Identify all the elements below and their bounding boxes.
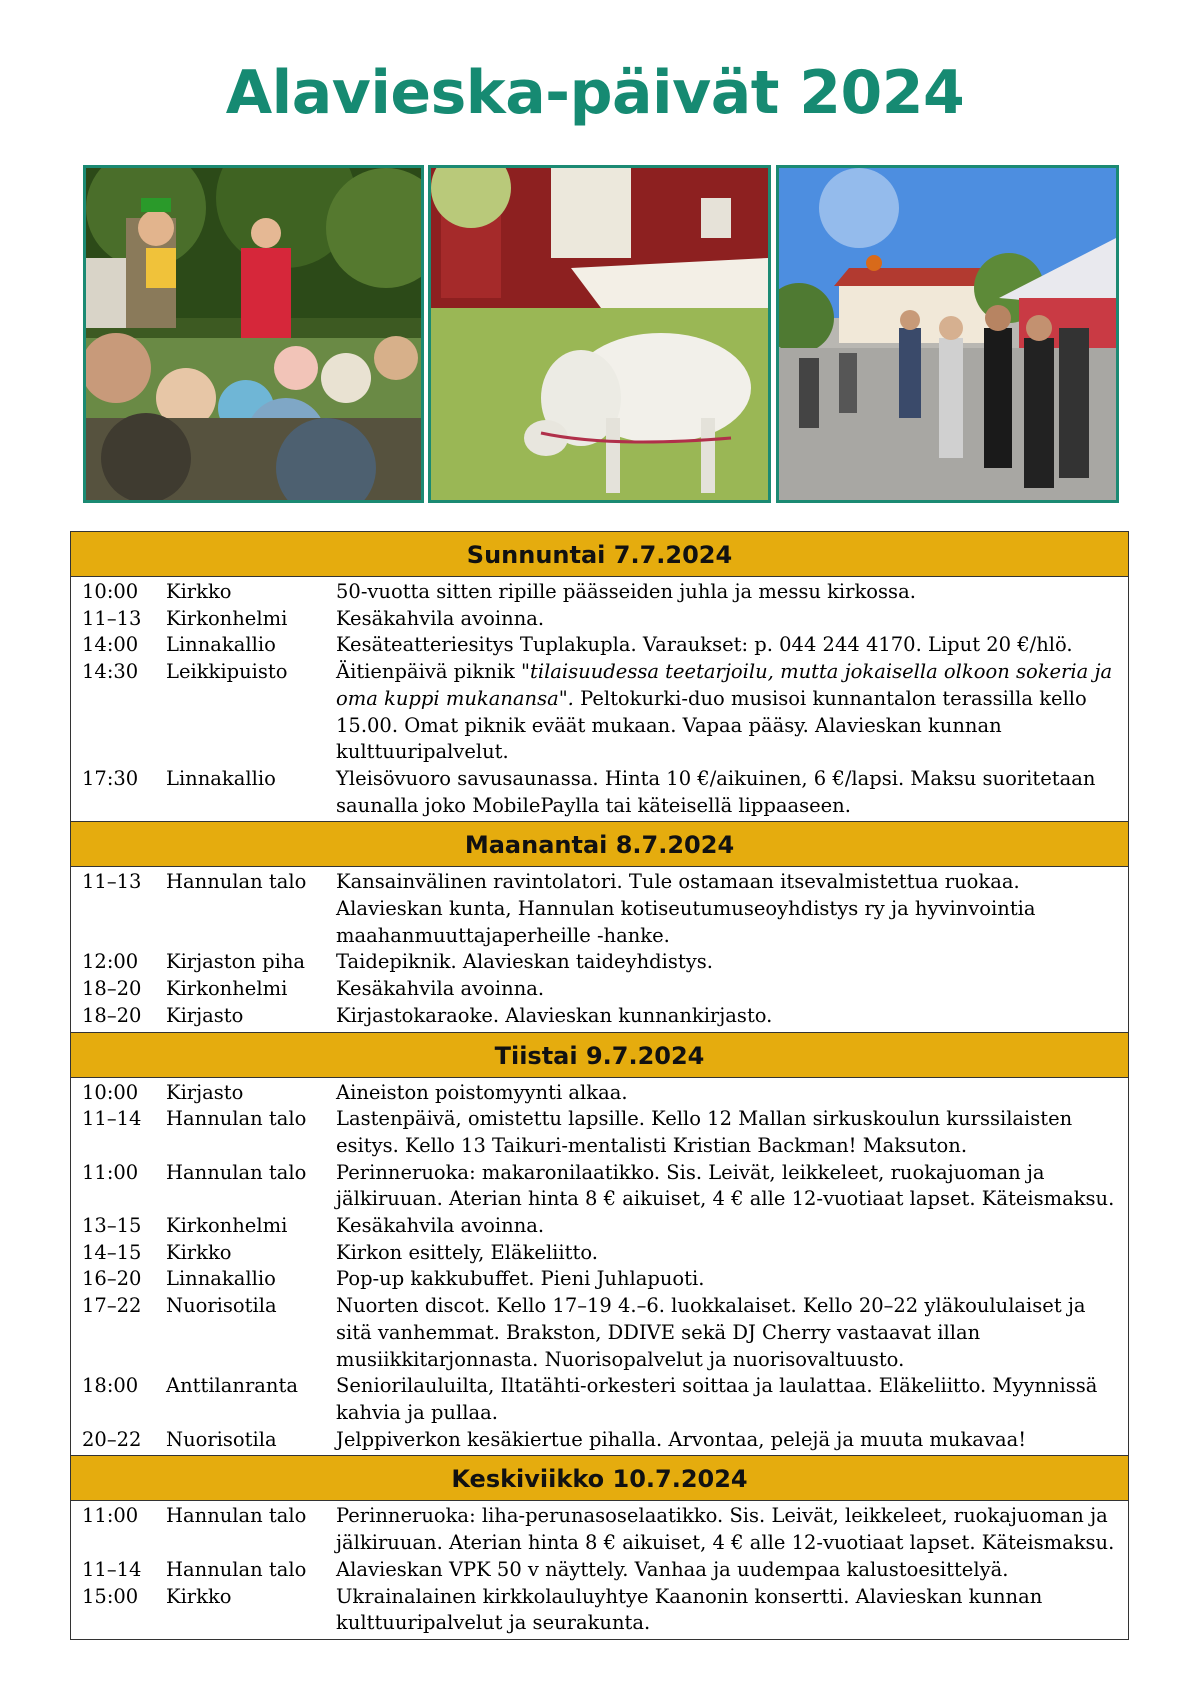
event-description: Yleisövuoro savusaunassa. Hinta 10 €/aikuinen, 6 €/lapsi. Maksu suoritetaan saunalla joko MobilePaylla tai käteisellä lippaaseen. bbox=[336, 766, 1096, 817]
event-row bbox=[71, 659, 1128, 766]
day-events-wednesday bbox=[71, 1501, 1128, 1639]
event-row bbox=[71, 1003, 1128, 1030]
event-time: 16–20 bbox=[82, 1267, 142, 1291]
day-events-monday bbox=[71, 867, 1128, 1031]
event-row bbox=[71, 606, 1128, 633]
event-row bbox=[71, 579, 1128, 606]
event-row bbox=[71, 1584, 1128, 1637]
event-description: Kirkon esittely, Eläkeliitto. bbox=[336, 1240, 598, 1264]
event-place: Kirkko bbox=[166, 1240, 232, 1264]
event-row bbox=[71, 766, 1128, 819]
event-place: Nuorisotila bbox=[166, 1427, 277, 1451]
event-time: 18–20 bbox=[82, 1003, 142, 1027]
day-events-tuesday bbox=[71, 1078, 1128, 1456]
event-description: 50-vuotta sitten ripille päässeiden juhla ja messu kirkossa. bbox=[336, 580, 916, 603]
event-place: Nuorisotila bbox=[166, 1294, 277, 1318]
event-description: Perinneruoka: liha-perunasoselaatikko. Sis. Leivät, leikkeleet, ruokajuoman ja jälkiruuan. Aterian hinta 8 € aikuiset, 4 € alle 12-vuotiaat lapset. Käteismaksu. bbox=[336, 1504, 1115, 1555]
event-time: 14–15 bbox=[82, 1240, 142, 1264]
photo-white-pony-red-house bbox=[428, 165, 771, 503]
event-time: 18–20 bbox=[82, 977, 142, 1001]
event-description: Perinneruoka: makaronilaatikko. Sis. Leivät, leikkeleet, ruokajuoman ja jälkiruuan. Aterian hinta 8 € aikuiset, 4 € alle 12-vuotiaat lapset. Käteismaksu. bbox=[336, 1160, 1115, 1211]
event-time: 11–14 bbox=[82, 1557, 142, 1581]
event-place: Hannulan talo bbox=[166, 1557, 307, 1581]
event-place: Kirjaston piha bbox=[166, 950, 306, 974]
event-time: 15:00 bbox=[82, 1584, 139, 1608]
event-description: Kesäkahvila avoinna. bbox=[336, 1214, 545, 1238]
event-place: Leikkipuisto bbox=[166, 660, 288, 684]
event-row bbox=[71, 1213, 1128, 1240]
event-row bbox=[71, 949, 1128, 976]
event-time: 18:00 bbox=[82, 1374, 139, 1398]
event-description: Aineiston poistomyynti alkaa. bbox=[336, 1080, 628, 1104]
event-time: 11:00 bbox=[82, 1504, 139, 1528]
event-description: Kesäteatteriesitys Tuplakupla. Varaukset: p. 044 244 4170. Liput 20 €/hlö. bbox=[336, 633, 1073, 657]
event-description: Pop-up kakkubuffet. Pieni Juhlapuoti. bbox=[336, 1267, 705, 1291]
event-row bbox=[71, 1293, 1128, 1373]
day-header-tuesday: Tiistai 9.7.2024 bbox=[71, 1032, 1128, 1078]
event-row bbox=[71, 1266, 1128, 1293]
event-description-text: Äitienpäivä piknik bbox=[336, 660, 522, 684]
event-row bbox=[71, 1503, 1128, 1556]
event-description: Lastenpäivä, omistettu lapsille. Kello 12 Mallan sirkuskoulun kurssilaisten esitys. Kello 13 Taikuri-mentalisti Kristian Backman! Maksuton. bbox=[336, 1107, 1073, 1157]
event-row bbox=[71, 1427, 1128, 1454]
event-place: Linnakallio bbox=[166, 633, 276, 657]
event-place: Hannulan talo bbox=[166, 1107, 307, 1131]
day-events-sunday bbox=[71, 577, 1128, 821]
event-description bbox=[336, 659, 1128, 766]
event-place: Hannulan talo bbox=[166, 1504, 307, 1528]
event-time: 11–13 bbox=[82, 606, 142, 630]
event-time: 11–14 bbox=[82, 1107, 142, 1131]
day-header-monday: Maanantai 8.7.2024 bbox=[71, 821, 1128, 867]
event-time: 14:00 bbox=[82, 633, 139, 657]
event-time: 11:00 bbox=[82, 1160, 139, 1184]
event-description: Ukrainalainen kirkkolauluyhtye Kaanonin konsertti. Alavieskan kunnan kulttuuripalvelut ja seurakunta. bbox=[336, 1584, 1043, 1635]
event-description-quote: "tilaisuudessa teetarjoilu, mutta jokaisella olkoon sokeria ja oma kuppi mukanansa". bbox=[336, 660, 1113, 710]
event-time: 10:00 bbox=[82, 1080, 139, 1104]
event-description: Taidepiknik. Alavieskan taideyhdistys. bbox=[336, 950, 713, 974]
event-time: 10:00 bbox=[82, 580, 139, 603]
event-description: Seniorilauluilta, Iltatähti-orkesteri soittaa ja laulattaa. Eläkeliitto. Myynnissä kahvia ja pullaa. bbox=[336, 1374, 1098, 1424]
event-row bbox=[71, 632, 1128, 659]
event-place: Kirkko bbox=[166, 580, 232, 603]
event-description-text: Peltokurki-duo musisoi kunnantalon terassilla kello 15.00. Omat piknik eväät mukaan. Vapaa pääsy. Alavieskan kunnan kulttuuripalvelut. bbox=[336, 686, 1087, 764]
event-place: Kirkonhelmi bbox=[166, 977, 288, 1001]
event-time: 11–13 bbox=[82, 870, 142, 894]
event-description: Kesäkahvila avoinna. bbox=[336, 977, 545, 1001]
event-time: 17–22 bbox=[82, 1294, 142, 1318]
photo-storyteller-children bbox=[83, 165, 424, 503]
event-time: 17:30 bbox=[82, 766, 139, 790]
page-title: Alavieska-päivät 2024 bbox=[225, 58, 965, 128]
event-place: Kirjasto bbox=[166, 1080, 244, 1104]
event-description: Kesäkahvila avoinna. bbox=[336, 606, 545, 630]
event-time: 13–15 bbox=[82, 1214, 142, 1238]
event-row bbox=[71, 1373, 1128, 1426]
event-description: Kansainvälinen ravintolatori. Tule ostamaan itsevalmistettua ruokaa. Alavieskan kunta, Hannulan kotiseutumuseoyhdistys ry ja hyvinvointia maahanmuuttajaperheille -hanke. bbox=[336, 870, 1036, 947]
event-place: Linnakallio bbox=[166, 766, 276, 790]
event-row bbox=[71, 976, 1128, 1003]
event-row bbox=[71, 1240, 1128, 1267]
event-place: Kirkko bbox=[166, 1584, 232, 1608]
event-place: Anttilanranta bbox=[166, 1374, 298, 1398]
event-row bbox=[71, 1160, 1128, 1213]
event-description: Nuorten discot. Kello 17–19 4.–6. luokkalaiset. Kello 20–22 yläkoululaiset ja sitä vanhemmat. Brakston, DDIVE sekä DJ Cherry vastaavat illan musiikkitarjonnasta. Nuorisopalvelut ja nuorisovaltuusto. bbox=[336, 1294, 1086, 1371]
day-header-sunday: Sunnuntai 7.7.2024 bbox=[71, 532, 1128, 577]
event-description: Jelppiverkon kesäkiertue pihalla. Arvontaa, pelejä ja muuta mukavaa! bbox=[336, 1427, 1027, 1451]
event-row bbox=[71, 1080, 1128, 1107]
event-time: 12:00 bbox=[82, 950, 139, 974]
event-place: Linnakallio bbox=[166, 1267, 276, 1291]
event-row bbox=[71, 869, 1128, 949]
event-place: Kirjasto bbox=[166, 1003, 244, 1027]
event-time: 14:30 bbox=[82, 660, 139, 684]
event-time: 20–22 bbox=[82, 1427, 142, 1451]
event-place: Hannulan talo bbox=[166, 870, 307, 894]
event-description: Kirjastokaraoke. Alavieskan kunnankirjasto. bbox=[336, 1003, 773, 1027]
event-place: Hannulan talo bbox=[166, 1160, 307, 1184]
day-header-wednesday: Keskiviikko 10.7.2024 bbox=[71, 1455, 1128, 1501]
event-row bbox=[71, 1106, 1128, 1159]
event-place: Kirkonhelmi bbox=[166, 606, 288, 630]
event-row bbox=[71, 1557, 1128, 1584]
event-place: Kirkonhelmi bbox=[166, 1214, 288, 1238]
event-description: Alavieskan VPK 50 v näyttely. Vanhaa ja uudempaa kalustoesittelyä. bbox=[336, 1557, 1009, 1581]
event-schedule-table bbox=[70, 531, 1129, 1640]
photo-market-crowd bbox=[776, 165, 1119, 503]
